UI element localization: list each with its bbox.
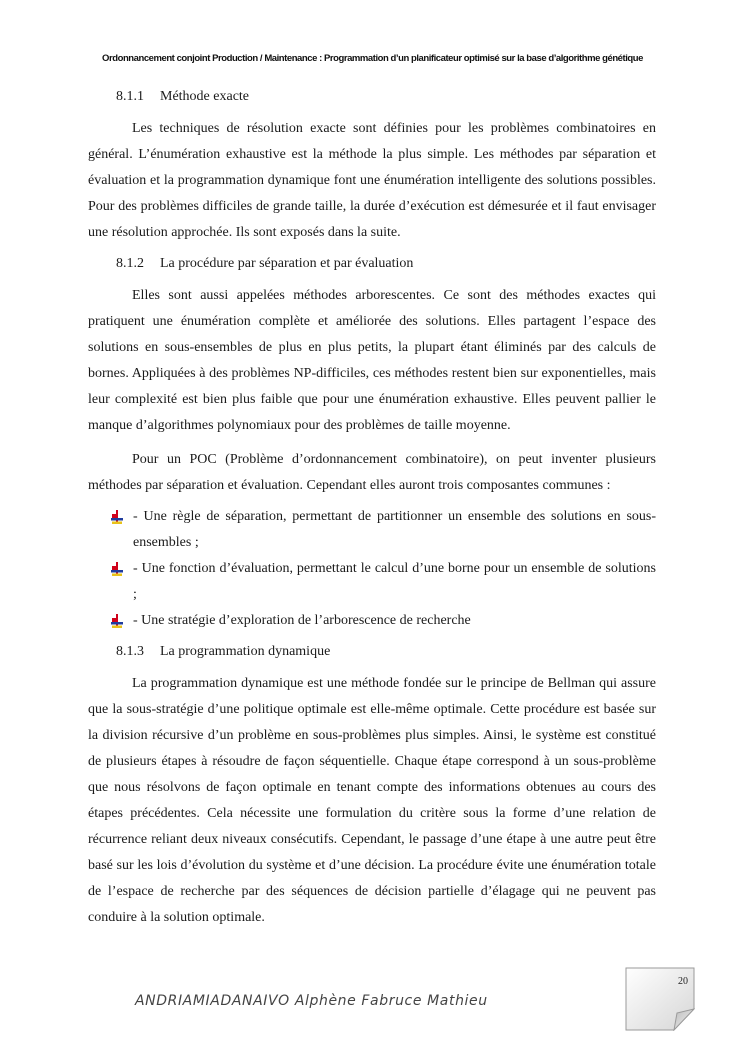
list-item [88,608,656,634]
section-number: 8.1.2 [116,256,144,271]
section-title: Méthode exacte [160,89,250,104]
list-item-text: - Une fonction d’évaluation, permettant le calcul d’une borne pour un ensemble de solutions ; [133,561,656,602]
plus-square-bullet-icon [111,614,123,628]
section-title: La programmation dynamique [160,644,331,659]
plus-square-bullet-icon [111,510,123,524]
section-heading-8-1-1 [116,87,656,107]
list-item [88,504,656,556]
page-number: 20 [678,976,688,987]
section-heading-8-1-3 [116,642,656,662]
section-title: La procédure par séparation et par évaluation [160,256,414,271]
bullet-list [88,504,656,634]
plus-square-bullet-icon [111,562,123,576]
paragraph: La programmation dynamique est une méthode fondée sur le principe de Bellman qui assure que la sous-stratégie d’une politique optimale est elle-même optimale. Cette procédure est basée sur la division récursive d’un problème en sous-problèmes plus simples. Ainsi, le système est constitué de plusieurs étapes à résoudre de façon séquentielle. Chaque étape correspond à un sous-problème que nous résolvons de façon optimale en tenant compte des informations obtenues au cours des étapes précédentes. Cela nécessite une formulation du critère sous la forme d’une relation de récurrence reliant deux niveaux consécutifs. Cependant, le passage d’une étape à une autre peut être basé sur les lois d’évolution du système et d’une décision. La procédure évite une énumération totale de l’espace de recherche par des séquences de décision partielle d’élagage qui ne peuvent pas conduire à la solution optimale. [88,676,656,925]
paragraph: Les techniques de résolution exacte sont définies pour les problèmes combinatoires en général. L’énumération exhaustive est la méthode la plus simple. Les méthodes par séparation et évaluation et la programmation dynamique font une énumération intelligente des solutions possibles. Pour des problèmes difficiles de grande taille, la durée d’exécution est démesurée et il faut envisager une résolution approchée. Ils sont exposés dans la suite. [88,121,656,240]
section-number: 8.1.1 [116,89,144,104]
section-heading-8-1-2 [116,254,656,274]
paragraph: Pour un POC (Problème d’ordonnancement combinatoire), on peut inventer plusieurs méthodes par séparation et évaluation. Cependant elles auront trois composantes communes : [88,452,656,493]
section-number: 8.1.3 [116,644,144,659]
list-item-text: - Une règle de séparation, permettant de partitionner un ensemble des solutions en sous-ensembles ; [133,509,656,550]
footer-author: ANDRIAMIADANAIVO Alphène Fabruce Mathieu [135,993,488,1009]
paragraph: Elles sont aussi appelées méthodes arborescentes. Ce sont des méthodes exactes qui pratiquent une énumération complète et améliorée des solutions. Elles partagent l’espace des solutions en sous-ensembles de plus en plus petits, la plupart étant éliminés par des calculs de bornes. Appliquées à des problèmes NP-difficiles, ces méthodes restent bien sur exponentielles, mais leur complexité est bien plus faible que pour une énumération exhaustive. Elles peuvent pallier le manque d’algorithmes polynomiaux pour des problèmes de taille moyenne. [88,288,656,433]
page-content [88,87,656,931]
list-item [88,556,656,608]
list-item-text: - Une stratégie d’exploration de l’arborescence de recherche [133,613,471,628]
running-header: Ordonnancement conjoint Production / Maintenance : Programmation d’un planificateur optimisé sur la base d’algorithme génétique [102,53,643,64]
